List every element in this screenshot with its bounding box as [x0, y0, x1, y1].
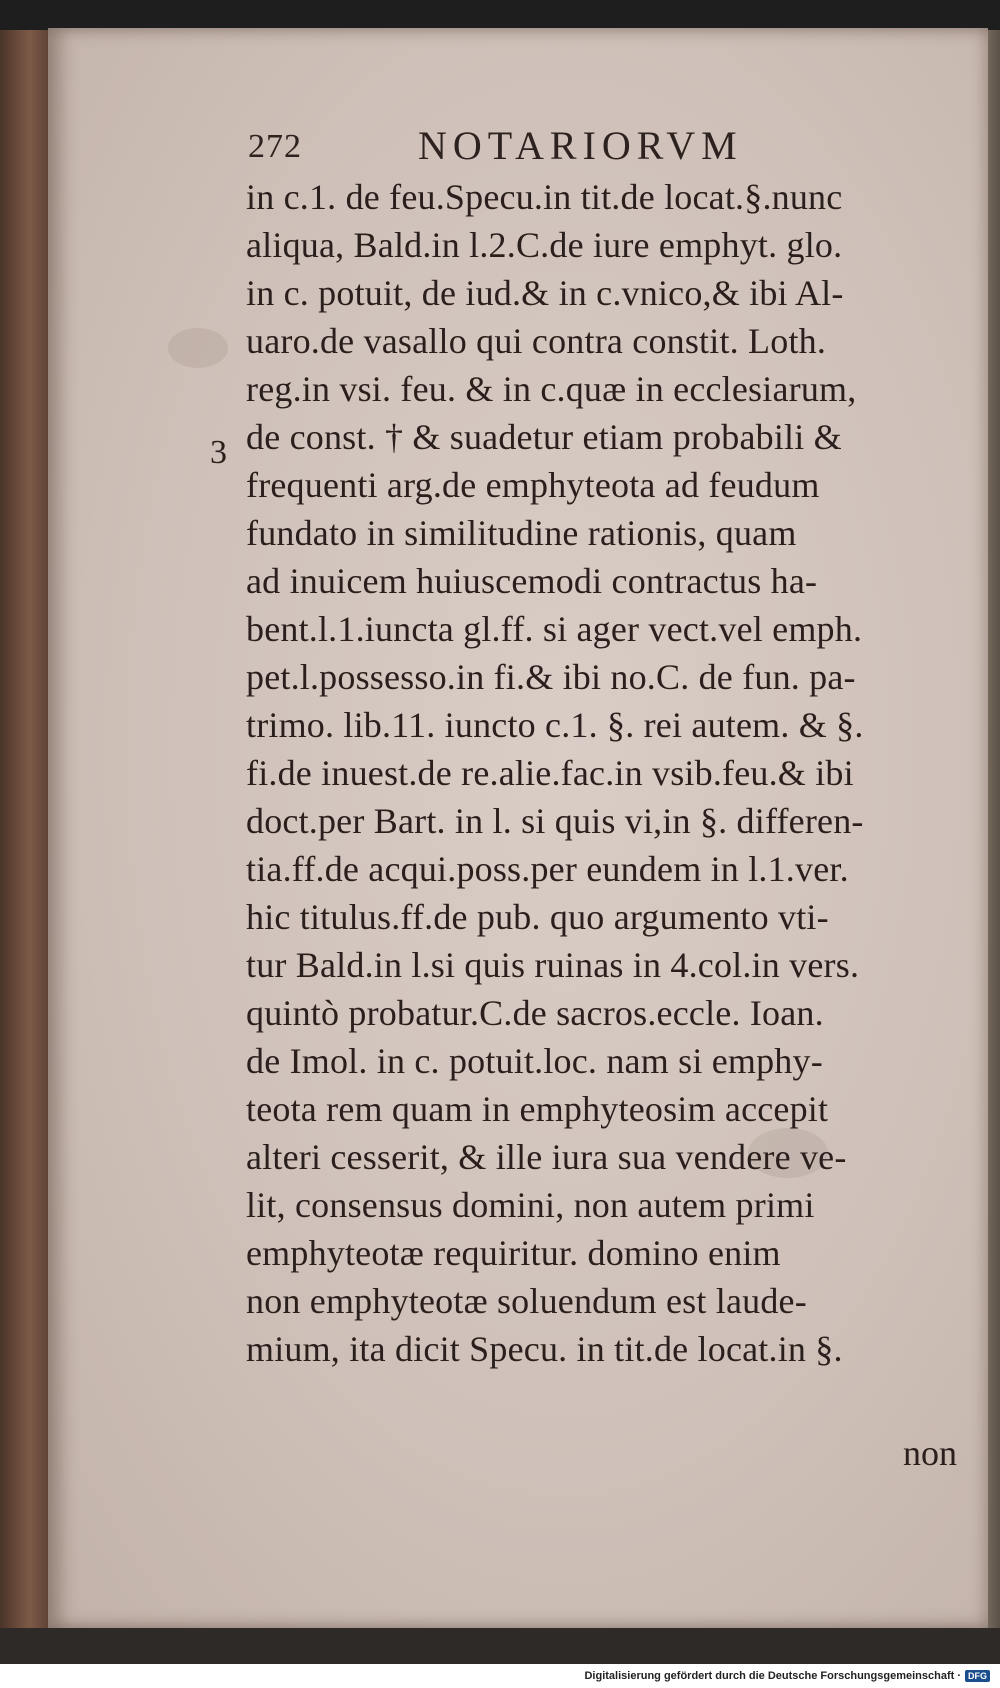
text-line: fundato in similitudine rationis, quam — [246, 513, 797, 553]
text-line: non emphyteotæ soluendum est laude- — [246, 1281, 807, 1321]
text-line: uaro.de vasallo qui contra constit. Loth. — [246, 321, 827, 361]
text-line: doct.per Bart. in l. si quis vi,in §. differen- — [246, 801, 864, 841]
text-line: emphyteotæ requiritur. domino enim — [246, 1233, 781, 1273]
text-line: aliqua, Bald.in l.2.C.de iure emphyt. glo. — [246, 225, 843, 265]
paper-stain — [168, 328, 228, 368]
margin-note: 3 — [210, 434, 227, 471]
text-line: reg.in vsi. feu. & in c.quæ in ecclesiarum, — [246, 369, 857, 409]
scan-bottom-border — [0, 1628, 1000, 1664]
text-line: bent.l.1.iuncta gl.ff. si ager vect.vel emph. — [246, 609, 863, 649]
text-line: pet.l.possesso.in fi.& ibi no.C. de fun. pa- — [246, 657, 856, 697]
catchword: non — [903, 1433, 957, 1473]
body-text — [246, 173, 960, 1373]
text-line: alteri cesserit, & ille iura sua vendere ve- — [246, 1137, 847, 1177]
text-line: tur Bald.in l.si quis ruinas in 4.col.in vers. — [246, 945, 860, 985]
page-number: 272 — [248, 128, 302, 165]
text-line: in c.1. de feu.Specu.in tit.de locat.§.nunc — [246, 177, 843, 217]
text-line: frequenti arg.de emphyteota ad feudum — [246, 465, 820, 505]
book-spine — [0, 30, 50, 1628]
text-line: trimo. lib.11. iuncto c.1. §. rei autem. & §. — [246, 705, 864, 745]
digitization-footer — [0, 1664, 1000, 1688]
text-line: ad inuicem huiuscemodi contractus ha- — [246, 561, 818, 601]
footer-credit: Digitalisierung gefördert durch die Deutsche Forschungsgemeinschaft · — [584, 1670, 961, 1682]
text-line: de const. † & suadetur etiam probabili & — [246, 417, 842, 457]
text-line: de Imol. in c. potuit.loc. nam si emphy- — [246, 1041, 823, 1081]
text-line: mium, ita dicit Specu. in tit.de locat.in §. — [246, 1329, 843, 1369]
running-head: NOTARIORVM — [418, 123, 743, 168]
text-line: tia.ff.de acqui.poss.per eundem in l.1.ver. — [246, 849, 849, 889]
dfg-logo: DFG — [965, 1670, 990, 1682]
text-line: fi.de inuest.de re.alie.fac.in vsib.feu.& ibi — [246, 753, 854, 793]
text-line: in c. potuit, de iud.& in c.vnico,& ibi Al- — [246, 273, 844, 313]
text-line: quintò probatur.C.de sacros.eccle. Ioan. — [246, 993, 824, 1033]
text-line: teota rem quam in emphyteosim accepit — [246, 1089, 829, 1129]
text-line: lit, consensus domini, non autem primi — [246, 1185, 815, 1225]
text-line: hic titulus.ff.de pub. quo argumento vti- — [246, 897, 829, 937]
